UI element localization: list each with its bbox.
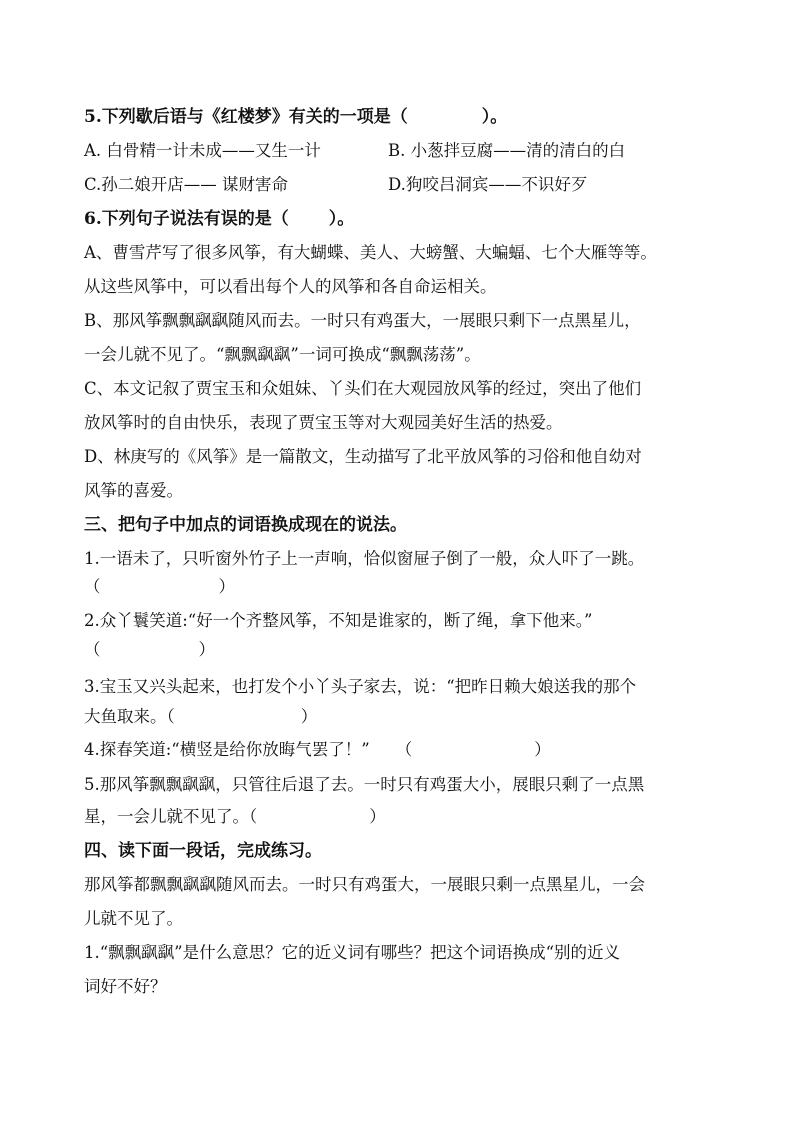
s4-question-1-line1: 1.“飘飘飖飖”是什么意思？它的近义词有哪些？把这个词语换成“别的近义 xyxy=(84,943,621,962)
q5-stem-end: ）。 xyxy=(481,107,508,127)
q5-option-d: D.狗咬吕洞宾——不识好歹 xyxy=(388,175,588,194)
q6-stem-text: 6.下列句子说法有误的是（ xyxy=(84,209,289,229)
s4-question-1-line2: 词好不好？ xyxy=(84,977,167,996)
q6-option-c-line1: C、本文记叙了贾宝玉和众姐妹、丫头们在大观园放风筝的经过，突出了他们 xyxy=(84,379,642,398)
s4-passage-line1: 那风筝都飘飘飖飖随风而去。一时只有鸡蛋大，一展眼只剩一点黑星儿，一会 xyxy=(84,875,645,894)
s3-item-3-line2: 大鱼取来。（ ） xyxy=(84,707,318,726)
q5-option-a: A. 白骨精一计未成——又生一计 xyxy=(84,141,321,160)
q6-option-d-line1: D、林庚写的《风筝》是一篇散文，生动描写了北平放风筝的习俗和他自幼对 xyxy=(84,447,642,466)
s3-item-5-line2: 星，一会儿就不见了。（ ） xyxy=(84,807,386,826)
s3-item-3-line1: 3.宝玉又兴头起来，也打发个小丫头子家去，说：“把昨日赖大娘送我的那个 xyxy=(84,677,637,696)
q6-stem-end: ）。 xyxy=(328,209,355,229)
s4-passage-line2: 儿就不见了。 xyxy=(84,909,183,928)
s3-item-5-line1: 5.那风筝飘飘飖飖，只管往后退了去。一时只有鸡蛋大小，展眼只剩了一点黑 xyxy=(84,775,645,794)
s3-item-1-answer: （ ） xyxy=(84,577,235,596)
q6-option-b-line1: B、那风筝飘飘飖飖随风而去。一时只有鸡蛋大，一展眼只剩下一点黑星儿， xyxy=(84,311,641,330)
q5-stem xyxy=(84,106,507,128)
q5-option-b: B. 小葱拌豆腐——清的清白的白 xyxy=(388,141,626,160)
s3-item-2: 2.众丫鬟笑道:“好一个齐整风筝，不知是谁家的，断了绳，拿下他来。” xyxy=(84,611,593,630)
q6-option-c-line2: 放风筝时的自由快乐，表现了贾宝玉等对大观园美好生活的热爱。 xyxy=(84,413,563,432)
q5-option-c: C.孙二娘开店—— 谋财害命 xyxy=(84,175,289,194)
section-3-heading: 三、把句子中加点的词语换成现在的说法。 xyxy=(84,515,407,535)
s3-item-1: 1.一语未了，只听窗外竹子上一声响，恰似窗屉子倒了一般，众人吓了一跳。 xyxy=(84,549,645,568)
q5-stem-text: 5.下列歇后语与《红楼梦》有关的一项是（ xyxy=(84,107,408,127)
q6-stem xyxy=(84,208,354,230)
q6-option-b-line2: 一会儿就不见了。“飘飘飖飖”一词可换成“飘飘荡荡”。 xyxy=(84,345,481,364)
q6-option-a-line2: 从这些风筝中，可以看出每个人的风筝和各自命运相关。 xyxy=(84,277,497,296)
s3-item-2-answer: （ ） xyxy=(84,640,215,659)
section-4-heading: 四、读下面一段话，完成练习。 xyxy=(84,841,322,861)
q6-option-d-line2: 风筝的喜爱。 xyxy=(84,481,183,500)
s3-item-4: 4.探春笑道:“横竖是给你放晦气罢了！” （ ） xyxy=(84,740,551,759)
q6-option-a-line1: A、曹雪芹写了很多风筝，有大蝴蝶、美人、大螃蟹、大蝙蝠、七个大雁等等。 xyxy=(84,243,657,262)
